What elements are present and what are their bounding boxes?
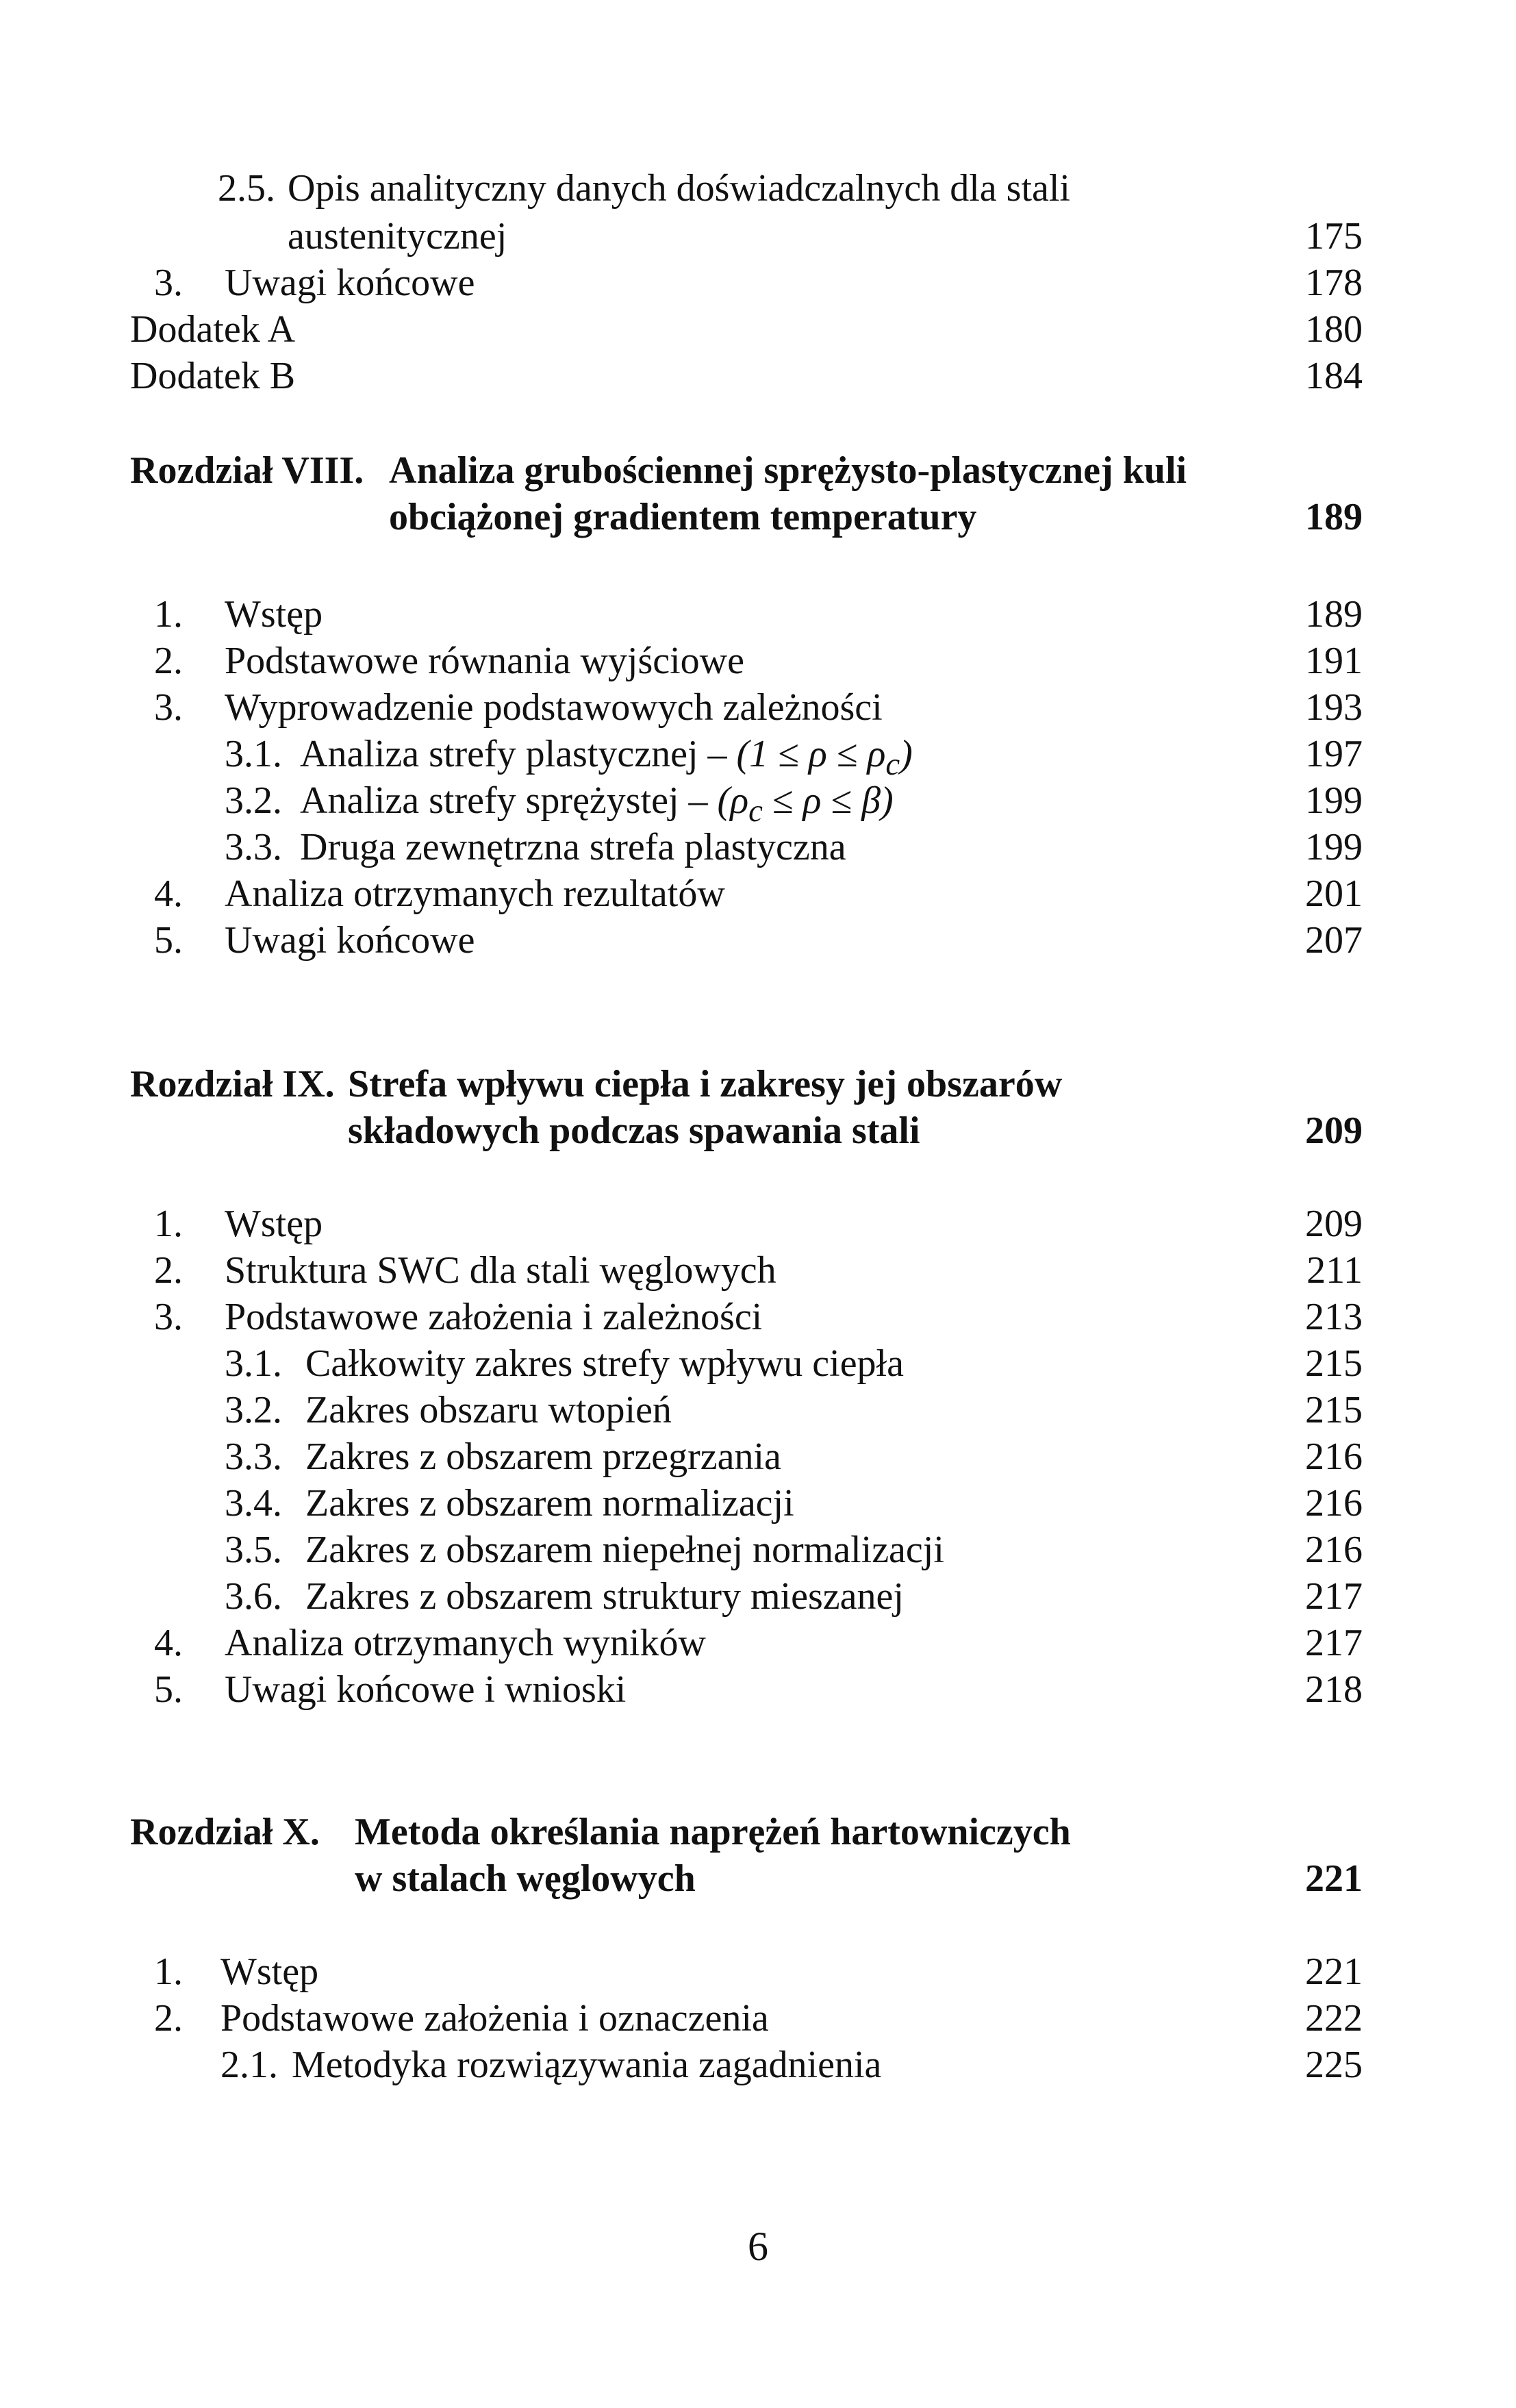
entry-number: 4. (154, 1622, 183, 1664)
toc-entry (0, 164, 1516, 212)
chapter-page: 221 (1305, 1857, 1363, 1900)
entry-title: Zakres z obszarem przegrzania (305, 1435, 781, 1478)
entry-title: Całkowity zakres strefy wpływu ciepła (305, 1342, 904, 1385)
chapter-title: Analiza grubościennej sprężysto-plastycznej kuli (389, 449, 1187, 492)
chapter-label: Rozdział X. (130, 1811, 320, 1853)
toc-entry (0, 1526, 1516, 1574)
entry-page: 189 (1305, 593, 1363, 636)
entry-title: Analiza otrzymanych rezultatów (225, 873, 725, 915)
entry-page: 222 (1305, 1997, 1363, 2040)
entry-page: 215 (1305, 1389, 1363, 1431)
entry-title: Wyprowadzenie podstawowych zależności (225, 686, 883, 729)
entry-title: Zakres z obszarem normalizacji (305, 1482, 794, 1525)
math-subscript: c (885, 747, 900, 783)
entry-page: 180 (1305, 308, 1363, 351)
chapter-heading (0, 1808, 1516, 1856)
entry-page: 225 (1305, 2044, 1363, 2086)
math-subscript: c (748, 793, 763, 829)
entry-title: Wstęp (225, 1203, 323, 1245)
toc-entry (0, 352, 1516, 400)
toc-entry-continuation (0, 212, 1516, 260)
math-expression (736, 733, 913, 783)
entry-number: 4. (154, 873, 183, 915)
toc-entry (0, 1433, 1516, 1481)
toc-entry (0, 1572, 1516, 1620)
toc-entry (0, 777, 1516, 829)
entry-number: 3. (154, 1296, 183, 1338)
entry-page: 213 (1305, 1296, 1363, 1338)
entry-page: 221 (1305, 1951, 1363, 1993)
page-number: 6 (748, 2224, 768, 2269)
entry-page: 217 (1305, 1575, 1363, 1618)
toc-entry (0, 590, 1516, 638)
entry-title: Podstawowe założenia i zależności (225, 1296, 763, 1338)
toc-entry (0, 1948, 1516, 1996)
entry-page: 199 (1305, 779, 1363, 822)
toc-entry (0, 2041, 1516, 2089)
entry-title: Dodatek B (130, 355, 296, 397)
toc-entry (0, 1666, 1516, 1714)
entry-page: 216 (1305, 1435, 1363, 1478)
toc-entry (0, 730, 1516, 783)
entry-title: Wstęp (225, 593, 323, 636)
entry-page: 211 (1306, 1249, 1363, 1292)
entry-number: 3.3. (225, 1435, 282, 1478)
entry-number: 3.2. (225, 1389, 282, 1431)
chapter-heading-continuation (0, 493, 1516, 541)
toc-entry (0, 259, 1516, 307)
entry-page: 178 (1305, 262, 1363, 304)
chapter-page: 189 (1305, 496, 1363, 538)
chapter-label: Rozdział IX. (130, 1063, 335, 1105)
entry-title: Zakres z obszarem niepełnej normalizacji (305, 1529, 944, 1571)
toc-entry (0, 916, 1516, 964)
entry-number: 1. (154, 593, 183, 636)
toc-entry (0, 1200, 1516, 1248)
toc-entry (0, 1293, 1516, 1341)
entry-page: 175 (1305, 215, 1363, 258)
math-end: ) (900, 733, 913, 775)
entry-page: 184 (1305, 355, 1363, 397)
entry-number: 1. (154, 1203, 183, 1245)
entry-number: 1. (154, 1951, 183, 1993)
toc-entry (0, 1386, 1516, 1434)
entry-title: Uwagi końcowe (225, 919, 475, 962)
entry-number: 3.2. (225, 779, 282, 822)
entry-title: Zakres z obszarem struktury mieszanej (305, 1575, 904, 1618)
entry-page: 191 (1305, 640, 1363, 682)
entry-title: Uwagi końcowe (225, 262, 475, 304)
chapter-heading (0, 1060, 1516, 1108)
chapter-label: Rozdział VIII. (130, 449, 364, 492)
entry-title: Analiza otrzymanych wyników (225, 1622, 706, 1664)
entry-page: 199 (1305, 826, 1363, 868)
math-end: ≤ ρ ≤ β) (762, 779, 894, 822)
entry-number: 2. (154, 1249, 183, 1292)
toc-entry (0, 1479, 1516, 1527)
entry-number: 5. (154, 919, 183, 962)
chapter-heading-continuation (0, 1855, 1516, 1903)
entry-title-text: Analiza strefy plastycznej – (300, 733, 737, 775)
entry-page: 207 (1305, 919, 1363, 962)
entry-title: Wstęp (220, 1951, 319, 1993)
toc-entry (0, 305, 1516, 353)
entry-number: 2. (154, 1997, 183, 2040)
entry-title: Podstawowe założenia i oznaczenia (220, 1997, 769, 2040)
entry-title: Struktura SWC dla stali węglowych (225, 1249, 776, 1292)
entry-title: austenitycznej (288, 215, 507, 258)
entry-number: 3.3. (225, 826, 282, 868)
entry-page: 201 (1305, 873, 1363, 915)
entry-page: 217 (1305, 1622, 1363, 1664)
chapter-title: Strefa wpływu ciepła i zakresy jej obszarów (348, 1063, 1063, 1105)
chapter-heading (0, 447, 1516, 494)
chapter-title: składowych podczas spawania stali (348, 1109, 920, 1152)
chapter-title: Metoda określania naprężeń hartowniczych (355, 1811, 1071, 1853)
math-main: (1 ≤ ρ ≤ ρ (736, 733, 886, 775)
entry-page: 215 (1305, 1342, 1363, 1385)
entry-title: Dodatek A (130, 308, 296, 351)
math-main: (ρ (717, 779, 749, 822)
entry-page: 197 (1305, 733, 1363, 775)
entry-page: 209 (1305, 1203, 1363, 1245)
entry-number: 2. (154, 640, 183, 682)
entry-page: 218 (1305, 1668, 1363, 1711)
chapter-title: obciążonej gradientem temperatury (389, 496, 977, 538)
entry-title: Opis analityczny danych doświadczalnych dla stali (288, 167, 1070, 210)
entry-number: 2.1. (220, 2044, 278, 2086)
entry-page: 216 (1305, 1482, 1363, 1525)
entry-number: 3.1. (225, 1342, 282, 1385)
entry-title: Metodyka rozwiązywania zagadnienia (292, 2044, 882, 2086)
entry-number: 2.5. (218, 167, 275, 210)
entry-number: 3.6. (225, 1575, 282, 1618)
entry-page: 193 (1305, 686, 1363, 729)
entry-title: Uwagi końcowe i wnioski (225, 1668, 627, 1711)
entry-number: 3. (154, 686, 183, 729)
toc-entry (0, 683, 1516, 731)
entry-number: 3.4. (225, 1482, 282, 1525)
entry-title: Druga zewnętrzna strefa plastyczna (300, 826, 846, 868)
entry-page: 216 (1305, 1529, 1363, 1571)
toc-entry (0, 1340, 1516, 1388)
entry-title: Podstawowe równania wyjściowe (225, 640, 744, 682)
entry-title: Zakres obszaru wtopień (305, 1389, 672, 1431)
toc-entry (0, 1619, 1516, 1667)
toc-entry (0, 870, 1516, 918)
entry-number: 3.5. (225, 1529, 282, 1571)
chapter-page: 209 (1305, 1109, 1363, 1152)
toc-entry (0, 1994, 1516, 2042)
chapter-heading-continuation (0, 1107, 1516, 1155)
entry-title-text: Analiza strefy sprężystej – (300, 779, 718, 822)
entry-number: 3.1. (225, 733, 282, 775)
entry-number: 5. (154, 1668, 183, 1711)
entry-number: 3. (154, 262, 183, 304)
toc-entry (0, 823, 1516, 871)
toc-entry (0, 1246, 1516, 1294)
toc-entry (0, 637, 1516, 685)
chapter-title: w stalach węglowych (355, 1857, 696, 1900)
math-expression (717, 779, 894, 829)
